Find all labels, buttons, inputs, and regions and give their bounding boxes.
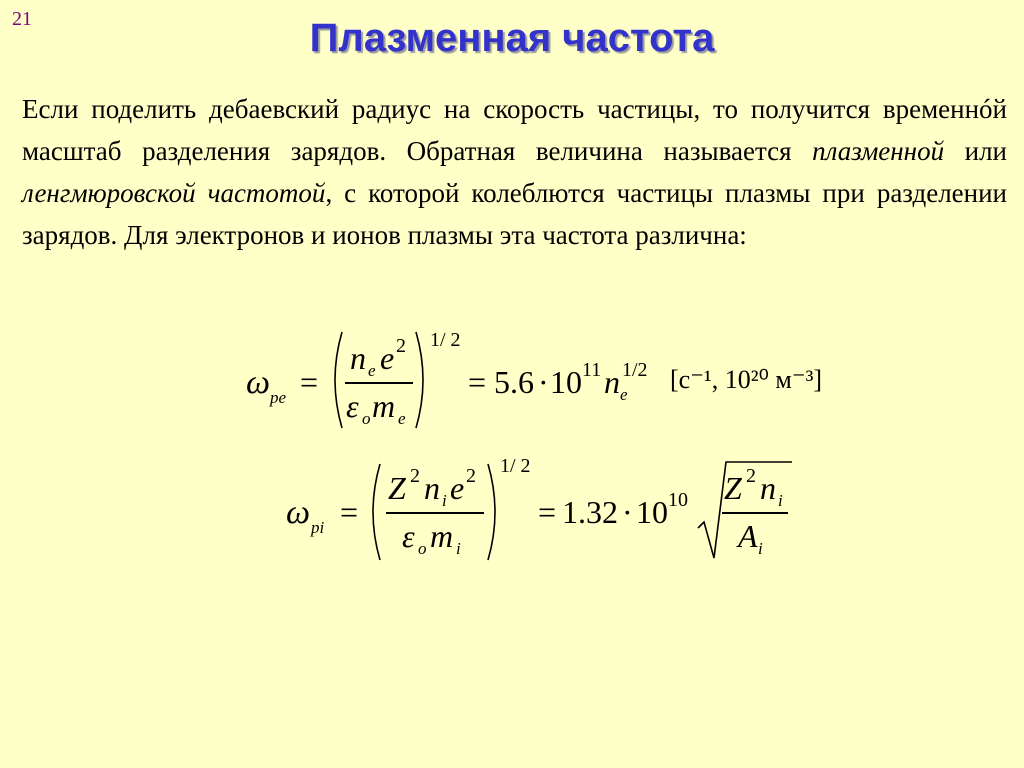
root-A-subscript: i (758, 539, 763, 558)
density-n-subscript: e (620, 385, 628, 404)
paragraph (22, 88, 1007, 256)
ten-exponent: 11 (582, 359, 602, 381)
fraction-bar (345, 382, 413, 384)
paragraph-text-3: , с которой колеблются частицы плазмы при разделении зарядов. Для электронов и ионов плазмы эта частота различна: (22, 178, 1008, 250)
root-n: n (760, 470, 776, 506)
paragraph-text-1: Если поделить дебаевский радиус на скорость частицы, то получится временнóй масштаб разделения зарядов. Обратная величина называется (22, 94, 1007, 166)
square-root-sign (696, 458, 796, 562)
coefficient: 1.32 (562, 494, 618, 530)
denominator-m-subscript: i (456, 539, 461, 558)
omega-subscript: pi (311, 518, 325, 537)
numerator-e-exponent: 2 (396, 335, 406, 357)
density-n: n (604, 364, 620, 400)
omega-subscript: pe (270, 388, 287, 407)
numerator-n: n (350, 340, 366, 376)
power-one-half: 1/ 2 (430, 329, 461, 351)
numerator-Z-exponent: 2 (410, 465, 420, 487)
numerator-e: e (450, 470, 465, 506)
denominator-m: m (430, 518, 454, 554)
ten-base: 10 (550, 364, 582, 400)
equals-sign: = (340, 494, 359, 530)
numerator-n: n (424, 470, 440, 506)
equals-sign: = (300, 364, 319, 400)
root-n-subscript: i (778, 491, 783, 510)
left-paren (364, 462, 382, 562)
numerator-e-exponent: 2 (466, 465, 476, 487)
slide-title: Плазменная частота (309, 16, 715, 60)
fraction-bar (386, 512, 484, 514)
term-plasma-frequency: плазменной (812, 136, 945, 166)
equals-sign-2: = (468, 364, 487, 400)
denominator-m-subscript: e (398, 409, 406, 428)
denominator-epsilon: ε (346, 388, 359, 424)
denominator-m: m (372, 388, 396, 424)
root-Z-exponent: 2 (746, 465, 756, 487)
term-langmuir-frequency: ленгмюровской частотой (22, 178, 326, 208)
power-one-half: 1/ 2 (500, 455, 531, 477)
equals-sign-2: = (538, 494, 557, 530)
multiply-dot: · (622, 494, 633, 530)
density-exponent: 1/2 (622, 359, 648, 381)
ten-base: 10 (636, 494, 668, 530)
units-label: [с⁻¹, 10²⁰ м⁻³] (670, 365, 823, 394)
omega-symbol: ω (286, 494, 311, 531)
paragraph-text-2: или (944, 136, 1008, 166)
root-Z: Z (724, 470, 742, 506)
numerator-e: e (380, 340, 395, 376)
multiply-dot: · (538, 364, 549, 400)
root-A: A (738, 518, 758, 554)
denominator-epsilon-subscript: o (418, 539, 427, 558)
root-fraction-bar (722, 512, 788, 514)
left-paren (326, 330, 344, 430)
numerator-n-subscript: i (442, 491, 447, 510)
denominator-epsilon-subscript: o (362, 409, 371, 428)
denominator-epsilon: ε (402, 518, 415, 554)
numerator-Z: Z (388, 470, 406, 506)
coefficient: 5.6 (494, 364, 534, 400)
numerator-n-subscript: e (368, 361, 376, 380)
omega-symbol: ω (246, 364, 271, 401)
right-paren (486, 462, 504, 562)
slide-number: 21 (12, 8, 32, 30)
ten-exponent: 10 (668, 489, 688, 511)
right-paren (414, 330, 432, 430)
